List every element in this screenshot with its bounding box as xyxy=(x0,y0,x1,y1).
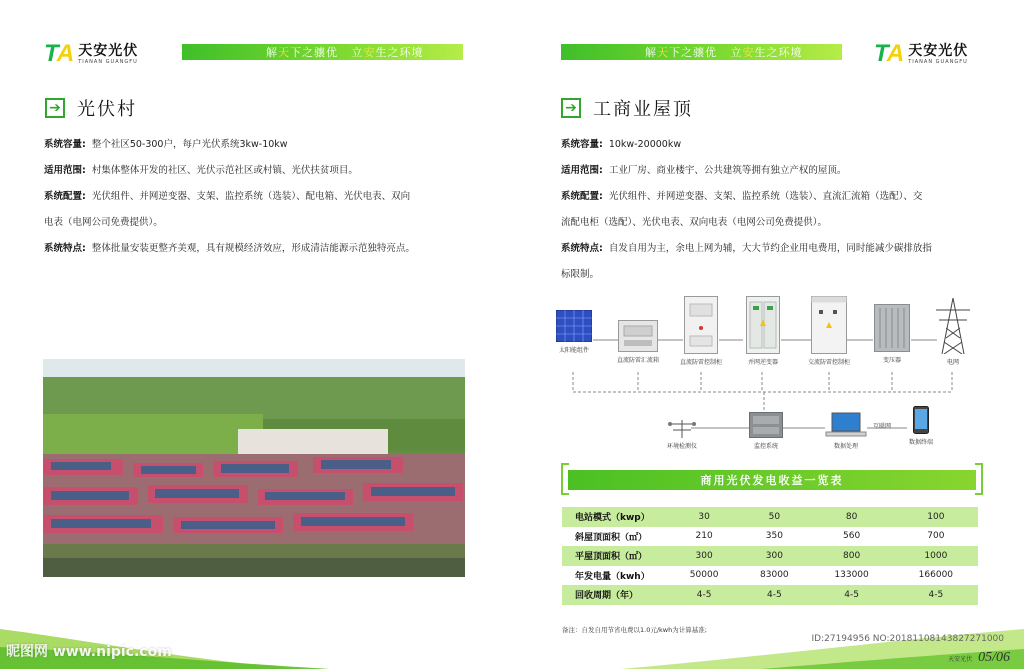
watermark-left: 昵图网 www.nipic.com xyxy=(6,644,172,660)
weather-station-icon xyxy=(667,418,697,438)
page-number xyxy=(948,650,1010,666)
page-title: 光伏村 xyxy=(77,99,137,120)
slogan-text: 解天下之骧优 立安生之环境 xyxy=(266,46,424,59)
info-row: 系统特点: 自发自用为主，余电上网为辅，大大节约企业用电费用，同时能减少碳排放指 xyxy=(561,243,932,254)
row-label: 平屋顶面积（㎡） xyxy=(562,546,669,566)
internet-label: 互联网 xyxy=(873,423,892,430)
info-row: 系统容量: 10kw-20000kw xyxy=(561,139,682,150)
slogan-bar-left xyxy=(182,44,463,60)
table-cell: 4-5 xyxy=(894,585,978,605)
row-label: 电站模式（kwp） xyxy=(562,507,669,527)
device-transformer xyxy=(873,304,911,364)
brand-name: 天安光伏 xyxy=(908,42,969,59)
footnote: 备注：自发自用节省电费以1.0元/kwh为计算基准; xyxy=(562,626,707,634)
table-cell: 133000 xyxy=(809,566,893,586)
device-label: 数据终端 xyxy=(908,439,933,446)
watermark-right: ID:27194956 NO:20181108143827271000 xyxy=(811,634,1004,644)
info-row: 系统容量: 整个社区50-300户，每户光伏系统3kw-10kw xyxy=(44,139,288,150)
table-cell: 350 xyxy=(739,527,809,547)
device-label: 太阳能组件 xyxy=(558,347,589,354)
solar-panel-icon xyxy=(556,310,592,342)
logo-mark: TA xyxy=(44,40,75,67)
info-row: 流配电柜（选配）、光伏电表、双向电表（电网公司免费提供）。 xyxy=(561,217,828,228)
device-ac-cabinet xyxy=(809,296,849,366)
info-row: 系统特点: 整体批量安装更整齐美观，具有规模经济效应，形成清洁能源示范独特亮点。 xyxy=(44,243,415,254)
device-solar-panel xyxy=(555,310,593,354)
table-cell: 800 xyxy=(809,546,893,566)
arrow-icon: ➔ xyxy=(561,98,581,118)
brand-logo-right xyxy=(874,42,968,66)
table-row xyxy=(562,546,978,566)
brand-name: 天安光伏 xyxy=(78,42,139,59)
table-row xyxy=(562,527,978,547)
device-label: 变压器 xyxy=(882,357,901,364)
table-cell: 700 xyxy=(894,527,978,547)
monitor-cabinet-icon xyxy=(749,412,783,438)
device-label: 并网逆变器 xyxy=(747,359,778,366)
row-label: 斜屋顶面积（㎡） xyxy=(562,527,669,547)
device-label: 环境检测仪 xyxy=(666,443,697,450)
table-cell: 30 xyxy=(669,507,739,527)
village-photo xyxy=(43,359,465,577)
cabinet-icon xyxy=(684,296,718,354)
device-dc-combiner xyxy=(617,320,659,364)
table-cell: 210 xyxy=(669,527,739,547)
device-data-terminal xyxy=(905,406,937,446)
village-photo-illustration xyxy=(43,359,465,577)
cabinet-icon xyxy=(811,296,847,354)
device-env-monitor xyxy=(665,418,699,450)
info-block-right xyxy=(561,132,932,288)
table-cell: 560 xyxy=(809,527,893,547)
info-row: 适用范围: 工业厂房、商业楼宇、公共建筑等拥有独立产权的屋顶。 xyxy=(561,165,847,176)
info-row: 适用范围: 村集体整体开发的社区、光伏示范社区或村镇、光伏扶贫项目。 xyxy=(44,165,358,176)
logo-mark: TA xyxy=(874,40,905,67)
device-label: 监控系统 xyxy=(753,443,778,450)
device-inverter xyxy=(745,296,781,366)
row-label: 回收周期（年） xyxy=(562,585,669,605)
table-cell: 50 xyxy=(739,507,809,527)
page-title: 工商业屋顶 xyxy=(593,99,693,120)
power-tower-icon xyxy=(934,298,972,354)
table-cell: 166000 xyxy=(894,566,978,586)
device-power-grid xyxy=(933,298,973,366)
device-label: 数据处理 xyxy=(833,443,858,450)
page-number-value: 05/06 xyxy=(978,650,1010,665)
table-row xyxy=(562,566,978,586)
table-row xyxy=(562,507,978,527)
table-cell: 4-5 xyxy=(809,585,893,605)
table-row xyxy=(562,585,978,605)
slogan-text: 解天下之骧优 立安生之环境 xyxy=(645,46,803,59)
table-cell: 80 xyxy=(809,507,893,527)
device-label: 直流防雷汇流箱 xyxy=(617,357,660,364)
transformer-icon xyxy=(874,304,910,352)
slogan-bar-right xyxy=(561,44,842,60)
table-cell: 300 xyxy=(739,546,809,566)
info-row: 系统配置: 光伏组件、并网逆变器、支架、监控系统（选装）、配电箱、光伏电表、双向 xyxy=(44,191,411,202)
arrow-icon: ➔ xyxy=(45,98,65,118)
device-data-processing xyxy=(823,412,869,450)
revenue-table xyxy=(562,507,978,605)
info-row: 系统配置: 光伏组件、并网逆变器、支架、监控系统（选装）、直流汇流箱（选配）、交 xyxy=(561,191,923,202)
table-cell: 100 xyxy=(894,507,978,527)
system-diagram xyxy=(555,296,1020,456)
table-cell: 4-5 xyxy=(669,585,739,605)
section-title-left xyxy=(45,95,137,121)
table-cell: 300 xyxy=(669,546,739,566)
laptop-icon xyxy=(824,412,868,438)
page-number-text: 天安光伏 xyxy=(948,656,973,663)
inverter-icon xyxy=(746,296,780,354)
device-monitoring xyxy=(747,412,785,450)
table-cell: 4-5 xyxy=(739,585,809,605)
section-title-right xyxy=(561,95,693,121)
brand-name-en: TIANAN GUANGFU xyxy=(78,58,138,65)
brand-name-en: TIANAN GUANGFU xyxy=(908,58,968,65)
table-cell: 50000 xyxy=(669,566,739,586)
table-bracket-right xyxy=(975,463,983,495)
table-cell: 1000 xyxy=(894,546,978,566)
combiner-box-icon xyxy=(618,320,658,352)
brand-logo-left xyxy=(44,42,138,66)
device-label: 电网 xyxy=(946,359,959,366)
info-block-left xyxy=(44,132,415,262)
table-cell: 83000 xyxy=(739,566,809,586)
device-dc-cabinet xyxy=(680,296,723,366)
device-label: 交流防雷控制柜 xyxy=(808,359,851,366)
info-row: 标限制。 xyxy=(561,269,600,280)
device-label: 直流防雷控制柜 xyxy=(680,359,723,366)
row-label: 年发电量（kwh） xyxy=(562,566,669,586)
table-title: 商用光伏发电收益一览表 xyxy=(568,470,976,490)
info-row: 电表（电网公司免费提供）。 xyxy=(44,217,163,228)
phone-icon xyxy=(913,406,929,434)
